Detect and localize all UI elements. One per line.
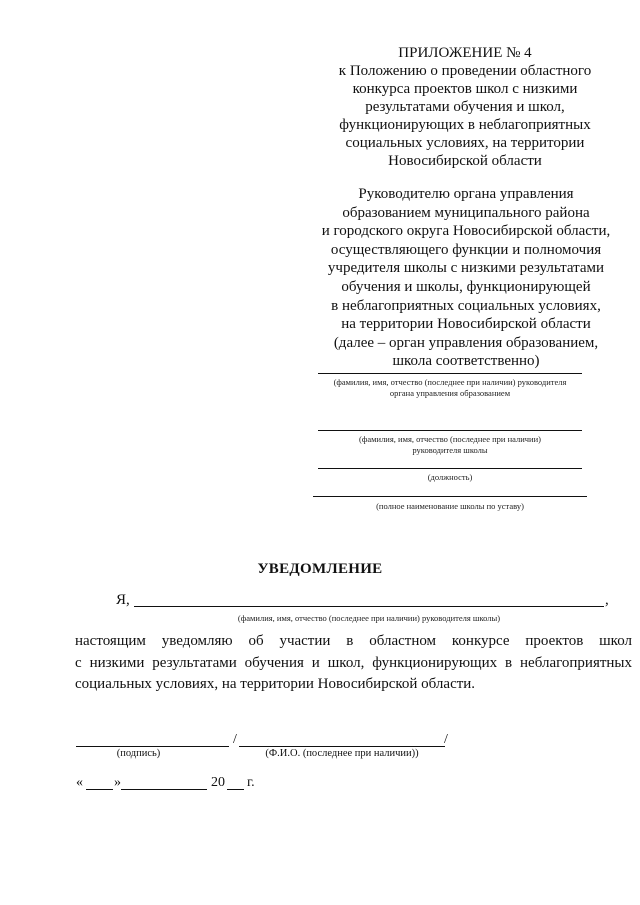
date-close-quote: »	[114, 775, 121, 790]
notice-title: УВЕДОМЛЕНИЕ	[257, 561, 383, 577]
signature-slash: /	[444, 732, 448, 747]
recipient-line: осуществляющего функции и полномочия	[330, 241, 602, 258]
position-field[interactable]	[318, 468, 582, 469]
i-label: Я,	[116, 592, 130, 608]
body-line: с низкими результатами обучения и школ, функционирующих в неблагоприятных	[75, 654, 632, 671]
recipient-line: Руководителю органа управления	[358, 186, 574, 202]
appendix-line: конкурса проектов школ с низкими	[352, 81, 578, 97]
date-year-suffix: г.	[247, 775, 255, 790]
date-open-quote: «	[76, 775, 83, 790]
appendix-line: Новосибирской области	[388, 153, 542, 169]
applicant-name-field[interactable]	[134, 606, 604, 607]
appendix-header	[310, 44, 620, 170]
fio-caption: (Ф.И.О. (последнее при наличии))	[265, 748, 419, 759]
recipient-line: и городского округа Новосибирской области,	[321, 223, 611, 240]
date-year-field[interactable]	[227, 789, 244, 790]
recipient-line: учредителя школы с низкими результатами	[327, 260, 605, 277]
appendix-line: результатами обучения и школ,	[365, 99, 565, 115]
notice-body	[75, 631, 632, 696]
signature-slash: /	[233, 732, 237, 747]
appendix-title: ПРИЛОЖЕНИЕ № 4	[398, 45, 532, 61]
appendix-line: к Положению о проведении областного	[338, 63, 592, 79]
date-year-prefix: 20	[211, 775, 225, 790]
signature-caption: (подпись)	[116, 748, 161, 759]
appendix-line: социальных условиях, на территории	[345, 135, 585, 151]
recipient-line: на территории Новосибирской области	[341, 316, 591, 333]
school-head-caption: (фамилия, имя, отчество (последнее при наличии) руководителя школы	[359, 434, 541, 455]
recipient-line: образованием муниципального района	[342, 204, 590, 221]
recipient-line: (далее – орган управления образованием,	[333, 334, 599, 351]
date-month-field[interactable]	[121, 789, 207, 790]
authority-head-field[interactable]	[318, 373, 582, 374]
comma: ,	[605, 592, 609, 608]
recipient-line: в неблагоприятных социальных условиях,	[331, 297, 601, 314]
body-line: настоящим уведомляю об участии в областном конкурсе проектов школ	[75, 633, 632, 649]
school-name-caption: (полное наименование школы по уставу)	[376, 501, 524, 511]
date-day-field[interactable]	[86, 789, 113, 790]
recipient-line: школа соответственно)	[392, 353, 540, 370]
body-line: социальных условиях, на территории Новосибирской области.	[75, 676, 476, 692]
signature-field[interactable]	[76, 746, 229, 747]
school-head-field[interactable]	[318, 430, 582, 431]
applicant-name-caption: (фамилия, имя, отчество (последнее при наличии) руководителя школы)	[237, 613, 501, 623]
position-caption: (должность)	[427, 472, 473, 482]
recipient-line: обучения и школы, функционирующей	[341, 278, 591, 295]
recipient-block	[306, 185, 626, 371]
fio-field[interactable]	[239, 746, 445, 747]
appendix-line: функционирующих в неблагоприятных	[339, 117, 591, 133]
authority-head-caption: (фамилия, имя, отчество (последнее при наличии) руководителя органа управления образованием	[333, 377, 567, 398]
school-name-field[interactable]	[313, 496, 587, 497]
